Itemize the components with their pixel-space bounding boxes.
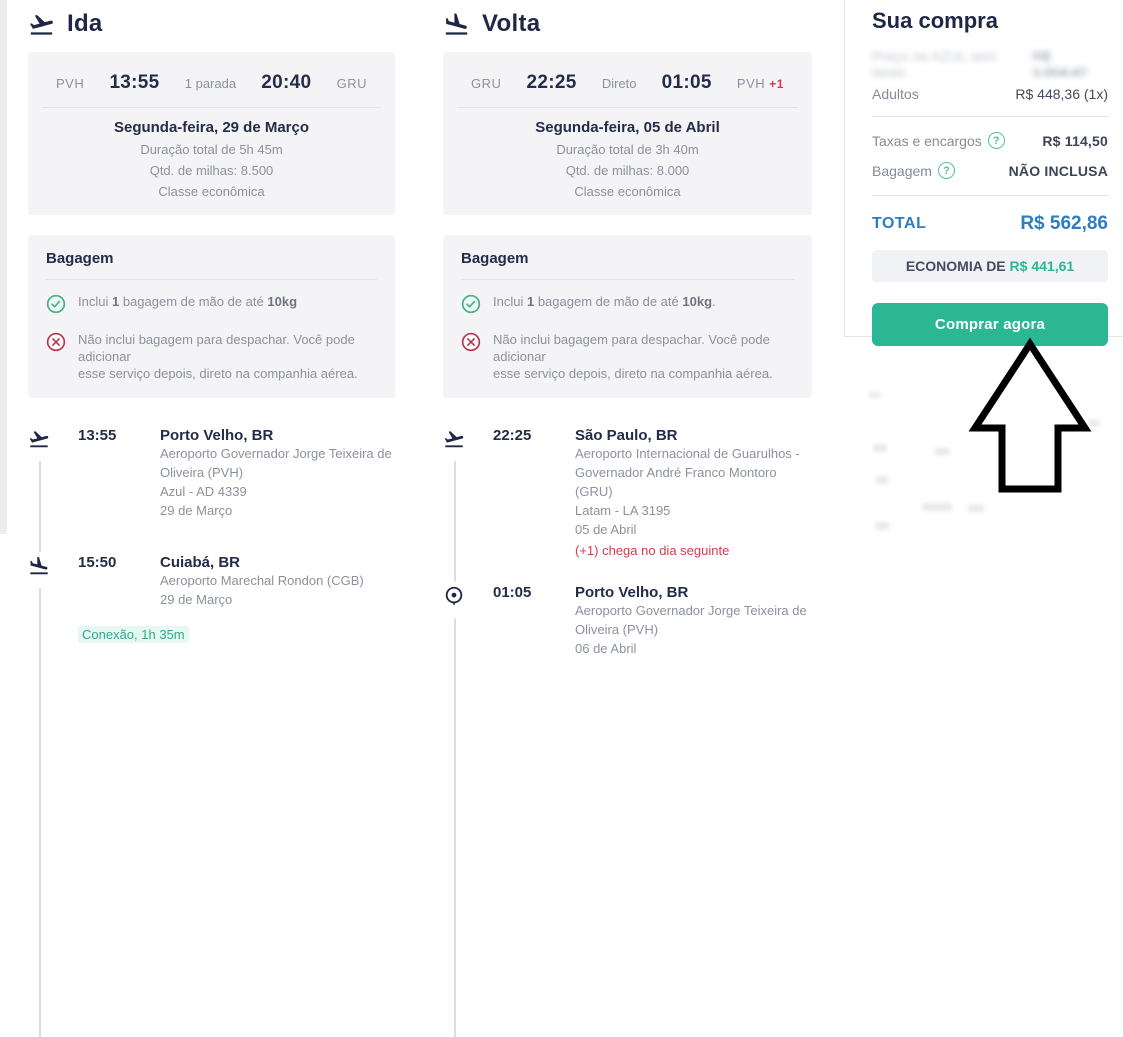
divider [872, 195, 1108, 196]
savings-badge: ECONOMIA DE R$ 441,61 [872, 250, 1108, 282]
taxes-row [872, 132, 1108, 149]
destination-code: GRU [336, 76, 367, 91]
segment-city: Cuiabá, BR [160, 554, 241, 571]
stops-label: 1 parada [184, 76, 237, 91]
baggage-excluded-text: Não inclui bagagem para despachar. Você pode adicionar esse serviço depois, direto na companhia aérea. [493, 332, 773, 381]
baggage-title: Bagagem [461, 250, 794, 280]
blurred-artifact [922, 503, 952, 511]
baggage-excluded-row [461, 331, 794, 382]
timeline-line [39, 437, 41, 1037]
baggage-price-row [872, 162, 1108, 179]
outbound-header [28, 0, 395, 52]
check-circle-icon [461, 294, 481, 318]
outbound-title: Ida [67, 10, 103, 37]
total-row [872, 213, 1108, 235]
help-icon[interactable]: ? [988, 132, 1005, 149]
blurred-artifact [875, 522, 889, 530]
savings-value: R$ 441,61 [1009, 258, 1075, 274]
return-cabin: Classe econômica [574, 184, 681, 199]
help-icon[interactable]: ? [938, 162, 955, 179]
baggage-included-row [461, 293, 794, 318]
blurred-artifact [968, 505, 984, 512]
segment-airport: Aeroporto Marechal Rondon (CGB) [160, 573, 364, 588]
segment-airport: Aeroporto Governador Jorge Teixeira de [575, 603, 807, 618]
return-miles: Qtd. de milhas: 8.000 [565, 163, 690, 178]
x-circle-icon [46, 332, 66, 356]
return-itinerary [443, 425, 812, 656]
baggage-price-label: Bagagem ? [872, 162, 955, 179]
next-day-arrival-note: (+1) chega no dia seguinte [575, 543, 730, 558]
taxes-value: R$ 114,50 [1042, 132, 1108, 149]
baggage-title: Bagagem [46, 250, 377, 280]
segment-city: Porto Velho, BR [160, 427, 274, 444]
segment-details [160, 425, 395, 520]
arrival-time: 01:05 [661, 72, 712, 93]
original-price-label: Preço na AZUL sem taxas [872, 48, 997, 80]
segment-airport: Oliveira (PVH) [160, 465, 244, 480]
outbound-route-row [42, 64, 381, 108]
adults-value: R$ 448,36 (1x) [1015, 86, 1108, 102]
segment-arrival [443, 582, 812, 658]
original-price-value: R$ 1.004,47 [1032, 48, 1087, 80]
blurred-artifact [869, 392, 881, 398]
outbound-summary-card [28, 52, 395, 215]
baggage-price-value: NÃO INCLUSA [1008, 162, 1108, 179]
return-baggage-card [443, 235, 812, 398]
original-price-row-blurred [872, 48, 1108, 80]
buy-now-button[interactable]: Comprar agora [872, 303, 1108, 346]
baggage-included-row [46, 293, 377, 318]
flight-takeoff-icon [28, 425, 52, 461]
segment-date: 05 de Abril [575, 522, 637, 537]
segment-date: 29 de Março [160, 592, 233, 607]
return-duration: Duração total de 3h 40m [556, 142, 699, 157]
adults-row [872, 86, 1108, 102]
check-circle-icon [46, 294, 66, 318]
segment-details [575, 582, 812, 658]
outbound-date: Segunda-feira, 29 de Março [113, 119, 310, 136]
baggage-excluded-row [46, 331, 377, 382]
blurred-artifact [876, 476, 888, 484]
outbound-miles: Qtd. de milhas: 8.500 [149, 163, 274, 178]
segment-airport: Aeroporto Internacional de Guarulhos - [575, 446, 800, 461]
blurred-artifact [873, 444, 887, 452]
segment-time: 01:05 [493, 584, 532, 601]
segment-details [575, 425, 812, 560]
segment-city: São Paulo, BR [575, 427, 678, 444]
destination-code: PVH +1 [736, 76, 784, 91]
divider [872, 116, 1108, 117]
segment-arrival [28, 552, 395, 609]
segment-time: 13:55 [78, 427, 117, 444]
adults-label: Adultos [872, 86, 919, 102]
stops-label: Direto [601, 76, 637, 91]
purchase-title: Sua compra [872, 8, 998, 33]
page-edge-strip [0, 0, 7, 534]
segment-date: 06 de Abril [575, 641, 637, 656]
origin-code: GRU [471, 76, 502, 91]
flight-land-icon [443, 11, 470, 38]
segment-airport: Oliveira (PVH) [575, 622, 659, 637]
baggage-included-text: Inclui 1 bagagem de mão de até 10kg. [493, 294, 716, 309]
baggage-included-text: Inclui 1 bagagem de mão de até 10kg [78, 294, 298, 309]
taxes-label: Taxas e encargos ? [872, 132, 1005, 149]
return-summary-card [443, 52, 812, 215]
segment-flight-number: Azul - AD 4339 [160, 484, 247, 499]
origin-code: PVH [56, 76, 85, 91]
x-circle-icon [461, 332, 481, 356]
arrival-time: 20:40 [261, 72, 312, 93]
segment-time: 15:50 [78, 554, 117, 571]
outbound-itinerary [28, 425, 395, 642]
outbound-cabin: Classe econômica [158, 184, 265, 199]
return-column [443, 0, 812, 656]
outbound-column [28, 0, 395, 642]
flight-takeoff-icon [443, 425, 467, 461]
return-title: Volta [482, 10, 541, 37]
segment-details [160, 552, 395, 609]
segment-airport: Governador André Franco Montoro (GRU) [575, 465, 777, 499]
segment-airport: Aeroporto Governador Jorge Teixeira de [160, 446, 392, 461]
return-date: Segunda-feira, 05 de Abril [535, 119, 720, 136]
blurred-artifact [934, 448, 950, 455]
total-value: R$ 562,86 [1020, 213, 1108, 234]
flight-land-icon [28, 552, 52, 588]
outbound-duration: Duração total de 5h 45m [140, 142, 283, 157]
plus-one-badge: +1 [769, 77, 784, 91]
purchase-summary-panel [844, 0, 1123, 337]
outbound-baggage-card [28, 235, 395, 398]
total-label: TOTAL [872, 215, 927, 232]
departure-time: 22:25 [526, 72, 577, 93]
flight-takeoff-icon [28, 11, 55, 38]
segment-departure [28, 425, 395, 520]
segment-city: Porto Velho, BR [575, 584, 689, 601]
connection-badge: Conexão, 1h 35m [78, 626, 189, 643]
baggage-excluded-text: Não inclui bagagem para despachar. Você pode adicionar esse serviço depois, direto na companhia aérea. [78, 332, 358, 381]
segment-flight-number: Latam - LA 3195 [575, 503, 671, 518]
location-pin-icon [443, 582, 467, 618]
segment-time: 22:25 [493, 427, 532, 444]
segment-departure [443, 425, 812, 560]
segment-date: 29 de Março [160, 503, 233, 518]
annotation-arrow-icon [963, 336, 1097, 502]
return-route-row [457, 64, 798, 108]
departure-time: 13:55 [109, 72, 160, 93]
return-header [443, 0, 812, 52]
